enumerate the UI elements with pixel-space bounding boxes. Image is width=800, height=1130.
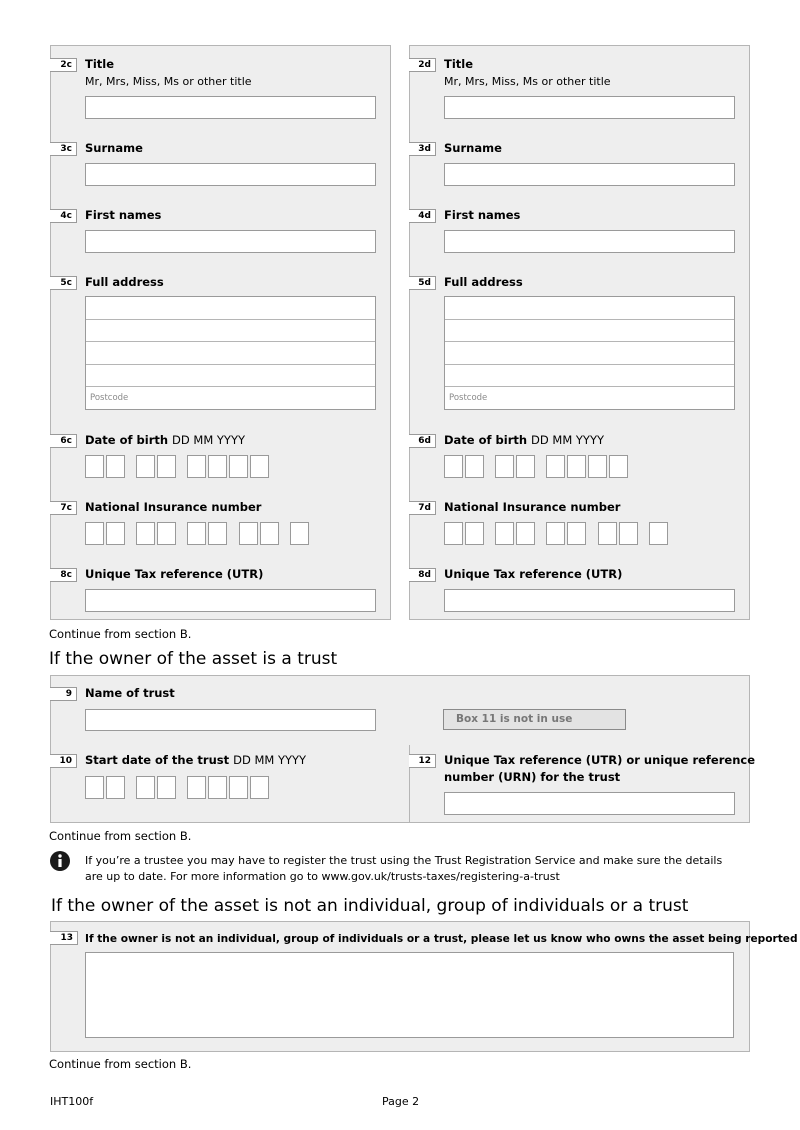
address-field[interactable] bbox=[85, 296, 376, 410]
other-owner-heading: If the owner of the asset is not an individual, group of individuals or a trust bbox=[51, 896, 689, 916]
nino-box[interactable] bbox=[106, 522, 125, 545]
box-number-7c: 7c bbox=[50, 501, 77, 515]
trust-start-date-format: DD MM YYYY bbox=[233, 753, 307, 767]
utr-label: Unique Tax reference (UTR) bbox=[85, 567, 264, 581]
digit-box[interactable] bbox=[465, 455, 484, 478]
title-label: Title bbox=[444, 57, 474, 71]
utr-label: Unique Tax reference (UTR) bbox=[444, 567, 623, 581]
digit-box[interactable] bbox=[157, 455, 176, 478]
trust-name-label: Name of trust bbox=[85, 686, 175, 700]
title-hint: Mr, Mrs, Miss, Ms or other title bbox=[85, 75, 252, 88]
trust-utr-label-line1: Unique Tax reference (UTR) or unique reference bbox=[444, 753, 755, 767]
other-owner-label: If the owner is not an individual, group of individuals or a trust, please let us know who owns the asset being reported bbox=[85, 933, 798, 945]
box-number-6d: 6d bbox=[409, 434, 436, 448]
nino-box[interactable] bbox=[187, 522, 206, 545]
continue-note: Continue from section B. bbox=[49, 829, 192, 843]
box-number-13: 13 bbox=[50, 931, 78, 945]
note-line-1: If you’re a trustee you may have to register the trust using the Trust Registration Service and make sure the details bbox=[85, 854, 723, 867]
digit-box[interactable] bbox=[85, 455, 104, 478]
form-code: IHT100f bbox=[50, 1095, 94, 1108]
box-number-12: 12 bbox=[409, 754, 436, 768]
digit-box[interactable] bbox=[157, 776, 176, 799]
box-number-7d: 7d bbox=[409, 501, 436, 515]
trust-name-field[interactable] bbox=[85, 709, 376, 731]
surname-label: Surname bbox=[85, 141, 143, 155]
trust-utr-label-line2: number (URN) for the trust bbox=[444, 770, 621, 784]
box-number-2c: 2c bbox=[50, 58, 77, 72]
dob-label-text: Date of birth bbox=[85, 433, 169, 447]
nino-box[interactable] bbox=[495, 522, 514, 545]
dob-label-text: Date of birth bbox=[444, 433, 528, 447]
digit-box[interactable] bbox=[444, 455, 463, 478]
box-number-10: 10 bbox=[50, 754, 77, 768]
box-number-5c: 5c bbox=[50, 276, 77, 290]
trust-section-heading: If the owner of the asset is a trust bbox=[49, 649, 338, 669]
digit-box[interactable] bbox=[106, 455, 125, 478]
box-number-5d: 5d bbox=[409, 276, 436, 290]
box-number-4d: 4d bbox=[409, 209, 436, 223]
box-number-8d: 8d bbox=[409, 568, 436, 582]
digit-box[interactable] bbox=[546, 455, 565, 478]
address-label: Full address bbox=[444, 275, 523, 289]
first-names-label: First names bbox=[85, 208, 162, 222]
digit-box[interactable] bbox=[588, 455, 607, 478]
surname-field[interactable] bbox=[85, 163, 376, 186]
utr-field[interactable] bbox=[444, 589, 735, 612]
postcode-field[interactable]: Postcode bbox=[90, 393, 129, 404]
nino-box[interactable] bbox=[516, 522, 535, 545]
address-line[interactable] bbox=[86, 320, 375, 343]
digit-box[interactable] bbox=[495, 455, 514, 478]
dob-label bbox=[85, 433, 245, 447]
digit-box[interactable] bbox=[208, 455, 227, 478]
nino-box[interactable] bbox=[649, 522, 668, 545]
continue-note: Continue from section B. bbox=[49, 627, 192, 641]
nino-box[interactable] bbox=[619, 522, 638, 545]
address-line[interactable] bbox=[445, 297, 734, 320]
nino-box[interactable] bbox=[567, 522, 586, 545]
nino-box[interactable] bbox=[444, 522, 463, 545]
nino-box[interactable] bbox=[136, 522, 155, 545]
trust-utr-field[interactable] bbox=[444, 792, 735, 815]
nino-box[interactable] bbox=[208, 522, 227, 545]
address-line[interactable] bbox=[86, 297, 375, 320]
trust-registration-note bbox=[85, 853, 722, 885]
nino-label: National Insurance number bbox=[444, 500, 621, 514]
info-icon bbox=[50, 851, 70, 871]
nino-box[interactable] bbox=[157, 522, 176, 545]
box-number-9: 9 bbox=[50, 687, 77, 701]
nino-label: National Insurance number bbox=[85, 500, 262, 514]
address-line[interactable] bbox=[445, 365, 734, 388]
digit-box[interactable] bbox=[85, 776, 104, 799]
digit-box[interactable] bbox=[567, 455, 586, 478]
address-line[interactable] bbox=[445, 320, 734, 343]
box-11-not-in-use: Box 11 is not in use bbox=[443, 709, 626, 730]
box-number-4c: 4c bbox=[50, 209, 77, 223]
digit-box[interactable] bbox=[136, 776, 155, 799]
nino-box[interactable] bbox=[546, 522, 565, 545]
address-line[interactable] bbox=[86, 342, 375, 365]
nino-box[interactable] bbox=[465, 522, 484, 545]
title-field[interactable] bbox=[85, 96, 376, 119]
nino-box[interactable] bbox=[290, 522, 309, 545]
title-hint: Mr, Mrs, Miss, Ms or other title bbox=[444, 75, 611, 88]
digit-box[interactable] bbox=[609, 455, 628, 478]
address-line[interactable] bbox=[86, 365, 375, 388]
surname-label: Surname bbox=[444, 141, 502, 155]
digit-box[interactable] bbox=[136, 455, 155, 478]
page-number: Page 2 bbox=[382, 1095, 420, 1108]
digit-box[interactable] bbox=[250, 455, 269, 478]
address-field[interactable] bbox=[444, 296, 735, 410]
box-number-6c: 6c bbox=[50, 434, 77, 448]
address-label: Full address bbox=[85, 275, 164, 289]
digit-box[interactable] bbox=[229, 776, 248, 799]
trust-start-date-text: Start date of the trust bbox=[85, 753, 230, 767]
title-field[interactable] bbox=[444, 96, 735, 119]
postcode-field[interactable]: Postcode bbox=[449, 393, 488, 404]
nino-box[interactable] bbox=[598, 522, 617, 545]
dob-label bbox=[444, 433, 604, 447]
note-line-2: are up to date. For more information go to www.gov.uk/trusts-taxes/registering-a-trust bbox=[85, 870, 560, 883]
utr-field[interactable] bbox=[85, 589, 376, 612]
digit-box[interactable] bbox=[187, 776, 206, 799]
trust-start-date-label bbox=[85, 753, 306, 767]
digit-box[interactable] bbox=[208, 776, 227, 799]
digit-box[interactable] bbox=[516, 455, 535, 478]
surname-field[interactable] bbox=[444, 163, 735, 186]
address-line[interactable] bbox=[445, 342, 734, 365]
other-owner-textarea[interactable] bbox=[85, 952, 734, 1038]
digit-box[interactable] bbox=[106, 776, 125, 799]
first-names-field[interactable] bbox=[85, 230, 376, 253]
nino-box[interactable] bbox=[260, 522, 279, 545]
digit-box[interactable] bbox=[250, 776, 269, 799]
title-label: Title bbox=[85, 57, 115, 71]
digit-box[interactable] bbox=[229, 455, 248, 478]
first-names-label: First names bbox=[444, 208, 521, 222]
dob-format: DD MM YYYY bbox=[172, 433, 246, 447]
continue-note: Continue from section B. bbox=[49, 1057, 192, 1071]
box-number-3c: 3c bbox=[50, 142, 77, 156]
nino-box[interactable] bbox=[239, 522, 258, 545]
box-number-8c: 8c bbox=[50, 568, 77, 582]
box-number-2d: 2d bbox=[409, 58, 436, 72]
first-names-field[interactable] bbox=[444, 230, 735, 253]
dob-format: DD MM YYYY bbox=[531, 433, 605, 447]
digit-box[interactable] bbox=[187, 455, 206, 478]
nino-box[interactable] bbox=[85, 522, 104, 545]
box-number-3d: 3d bbox=[409, 142, 436, 156]
